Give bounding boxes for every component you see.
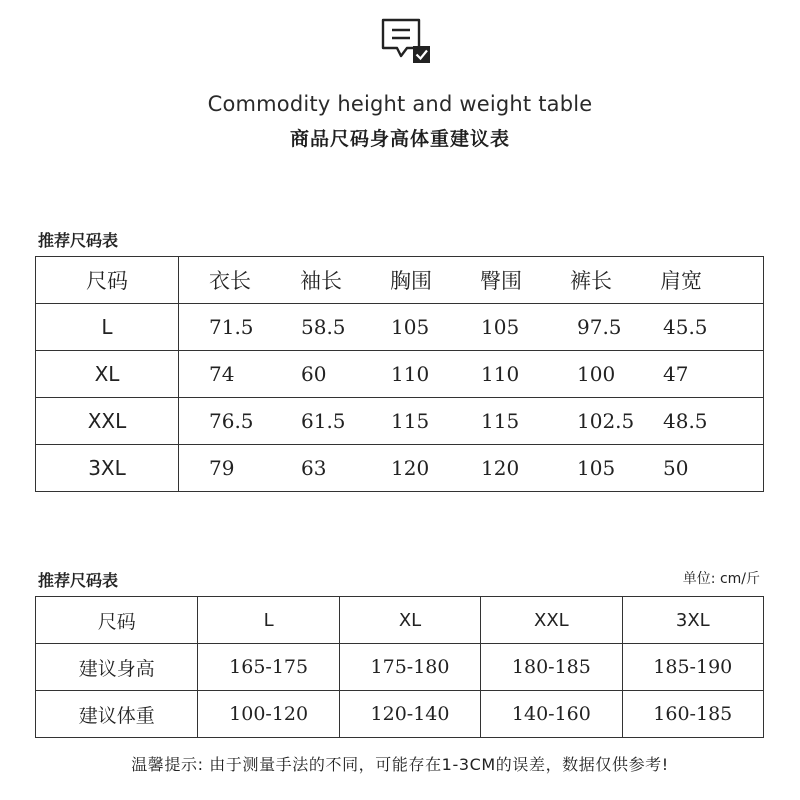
value-cell: 110 (481, 362, 520, 386)
value-cell: 100-120 (198, 691, 339, 738)
value-cell: 140-160 (481, 691, 622, 738)
header-cell: 肩宽 (660, 269, 702, 293)
value-cell: 48.5 (663, 409, 708, 433)
table-row (36, 691, 764, 738)
value-cell: 79 (209, 456, 235, 480)
row-label: 建议体重 (36, 691, 198, 738)
value-cell: 97.5 (577, 315, 622, 339)
header-cell-size: 尺码 (36, 597, 198, 644)
header-cell: 裤长 (570, 269, 612, 293)
value-cell: 110 (391, 362, 430, 386)
table-row (36, 351, 764, 398)
header-cell: XXL (481, 597, 622, 644)
header-cell: 3XL (622, 597, 763, 644)
value-cell: 105 (481, 315, 520, 339)
value-cell: 105 (577, 456, 616, 480)
header-cell: 胸围 (390, 269, 432, 293)
speech-bubble-check-icon (381, 18, 433, 66)
header-cell: XL (339, 597, 480, 644)
header-cell: 袖长 (300, 269, 342, 293)
table-header-row (36, 257, 764, 304)
value-cell: 58.5 (301, 315, 346, 339)
value-cell: 45.5 (663, 315, 708, 339)
value-cell: 63 (301, 456, 327, 480)
table-header-row (36, 597, 764, 644)
height-weight-table (35, 596, 764, 738)
value-cell: 175-180 (339, 644, 480, 691)
table-row (36, 304, 764, 351)
header-cell: 衣长 (209, 269, 251, 293)
value-cell: 47 (663, 362, 689, 386)
value-cell: 160-185 (622, 691, 763, 738)
size-spec-table (35, 256, 764, 492)
size-cell: XXL (36, 398, 179, 445)
table2-caption: 推荐尺码表 (38, 571, 119, 590)
value-cell: 185-190 (622, 644, 763, 691)
header-cell: 臀围 (480, 269, 522, 293)
header-cell-size: 尺码 (36, 257, 179, 304)
table-row (36, 445, 764, 492)
value-cell: 61.5 (301, 409, 346, 433)
value-cell: 115 (391, 409, 430, 433)
value-cell: 180-185 (481, 644, 622, 691)
unit-label: 单位: cm/斤 (682, 571, 760, 587)
value-cell: 74 (209, 362, 235, 386)
size-cell: 3XL (36, 445, 179, 492)
table-row (36, 644, 764, 691)
value-cell: 115 (481, 409, 520, 433)
value-cell: 100 (577, 362, 616, 386)
table1-caption: 推荐尺码表 (38, 231, 119, 250)
value-cell: 50 (663, 456, 689, 480)
value-cell: 102.5 (577, 409, 635, 433)
value-cell: 76.5 (209, 409, 254, 433)
footer-tip: 温馨提示: 由于测量手法的不同，可能存在1-3CM的误差，数据仅供参考! (131, 755, 669, 774)
size-cell: XL (36, 351, 179, 398)
size-cell: L (36, 304, 179, 351)
value-cell: 120 (481, 456, 520, 480)
value-cell: 105 (391, 315, 430, 339)
page-title-en: Commodity height and weight table (207, 92, 593, 116)
header-cell: L (198, 597, 339, 644)
value-cell: 60 (301, 362, 327, 386)
value-cell: 120 (391, 456, 430, 480)
row-label: 建议身高 (36, 644, 198, 691)
value-cell: 165-175 (198, 644, 339, 691)
value-cell: 120-140 (339, 691, 480, 738)
value-cell: 71.5 (209, 315, 254, 339)
page-title-zh: 商品尺码身高体重建议表 (289, 128, 510, 150)
table-row (36, 398, 764, 445)
